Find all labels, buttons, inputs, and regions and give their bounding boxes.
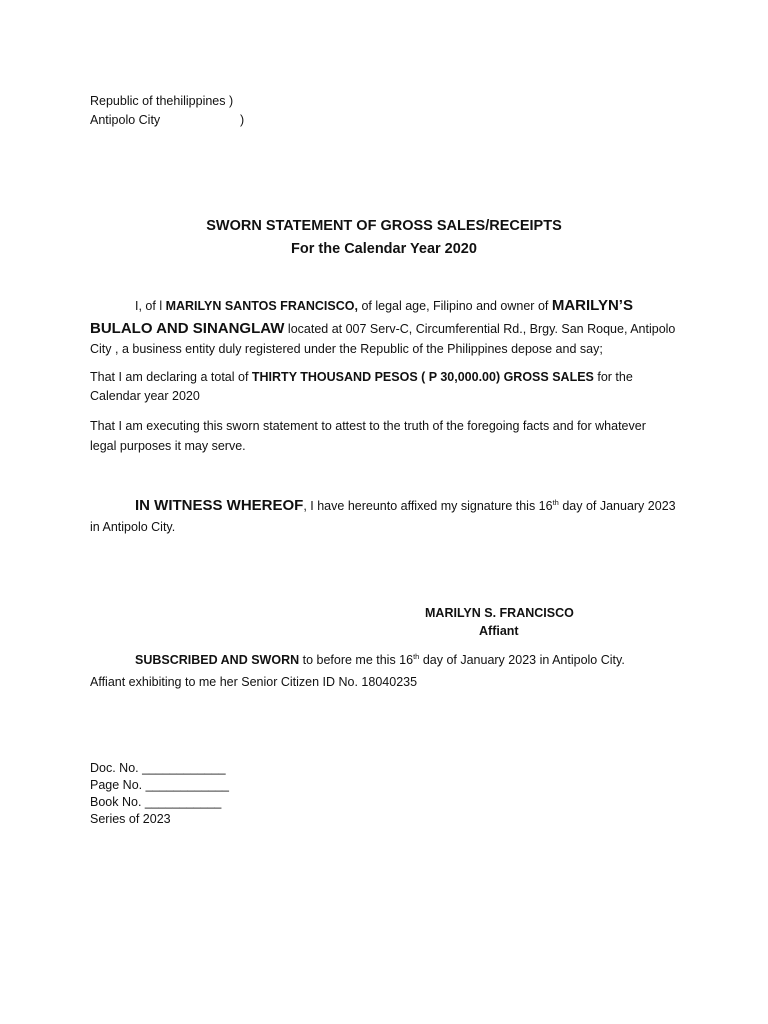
para1-line1 (135, 297, 633, 314)
business-name-part-1: MARILYN’S (551, 297, 633, 314)
para2-suffix: for the (593, 370, 633, 384)
witness-text: , I have hereunto affixed my signature this 16 (303, 499, 553, 513)
signatory-role: Affiant (479, 624, 519, 638)
venue-line-1: Republic of thehilippines ) (90, 94, 234, 108)
para2-prefix: That I am declaring a total of (90, 370, 252, 384)
para2-line2: Calendar year 2020 (90, 389, 200, 403)
business-name-part-2: BULALO AND SINANGLAW (90, 320, 285, 337)
affiant-full-name: MARILYN SANTOS FRANCISCO, (165, 299, 358, 313)
page-number-field: Page No. ____________ (90, 778, 230, 792)
document-subtitle: For the Calendar Year 2020 (291, 241, 477, 257)
series-year: Series of 2023 (90, 812, 171, 826)
jurat-date-place: day of January 2023 in Antipolo City. (419, 653, 625, 667)
business-location: located at 007 Serv-C, Circumferential Rd., Brgy. San Roque, Antipolo (284, 322, 676, 336)
para1-prefix: I, of l (135, 299, 166, 313)
venue-line-2-paren: ) (240, 113, 245, 127)
jurat-line2: Affiant exhibiting to me her Senior Citizen ID No. 18040235 (90, 675, 418, 689)
witness-line1 (135, 497, 676, 514)
para1-line2 (90, 320, 675, 337)
witness-ordinal: th (552, 497, 559, 507)
venue-line-2-place: Antipolo City (90, 113, 161, 127)
para1-mid: of legal age, Filipino and owner of (357, 299, 552, 313)
jurat-ordinal: th (413, 651, 420, 661)
para3-line2: legal purposes it may serve. (90, 439, 246, 453)
para3-line1: That I am executing this sworn statement to attest to the truth of the foregoing facts and for whatever (90, 419, 646, 433)
para1-line3: City , a business entity duly registered under the Republic of the Philippines depose and say; (90, 342, 603, 356)
jurat-heading: SUBSCRIBED AND SWORN (135, 653, 300, 667)
gross-sales-amount: THIRTY THOUSAND PESOS ( P 30,000.00) GROSS SALES (251, 370, 594, 384)
jurat-text: to before me this 16 (299, 653, 414, 667)
book-number-field: Book No. ___________ (90, 795, 222, 809)
jurat-line1 (135, 653, 625, 667)
doc-number-field: Doc. No. ____________ (90, 761, 226, 775)
para2-line1 (90, 370, 633, 384)
document-title: SWORN STATEMENT OF GROSS SALES/RECEIPTS (206, 218, 562, 234)
witness-date: day of January 2023 (558, 499, 676, 513)
signatory-name: MARILYN S. FRANCISCO (425, 606, 574, 620)
witness-heading: IN WITNESS WHEREOF (135, 497, 304, 514)
witness-line2: in Antipolo City. (90, 520, 176, 534)
